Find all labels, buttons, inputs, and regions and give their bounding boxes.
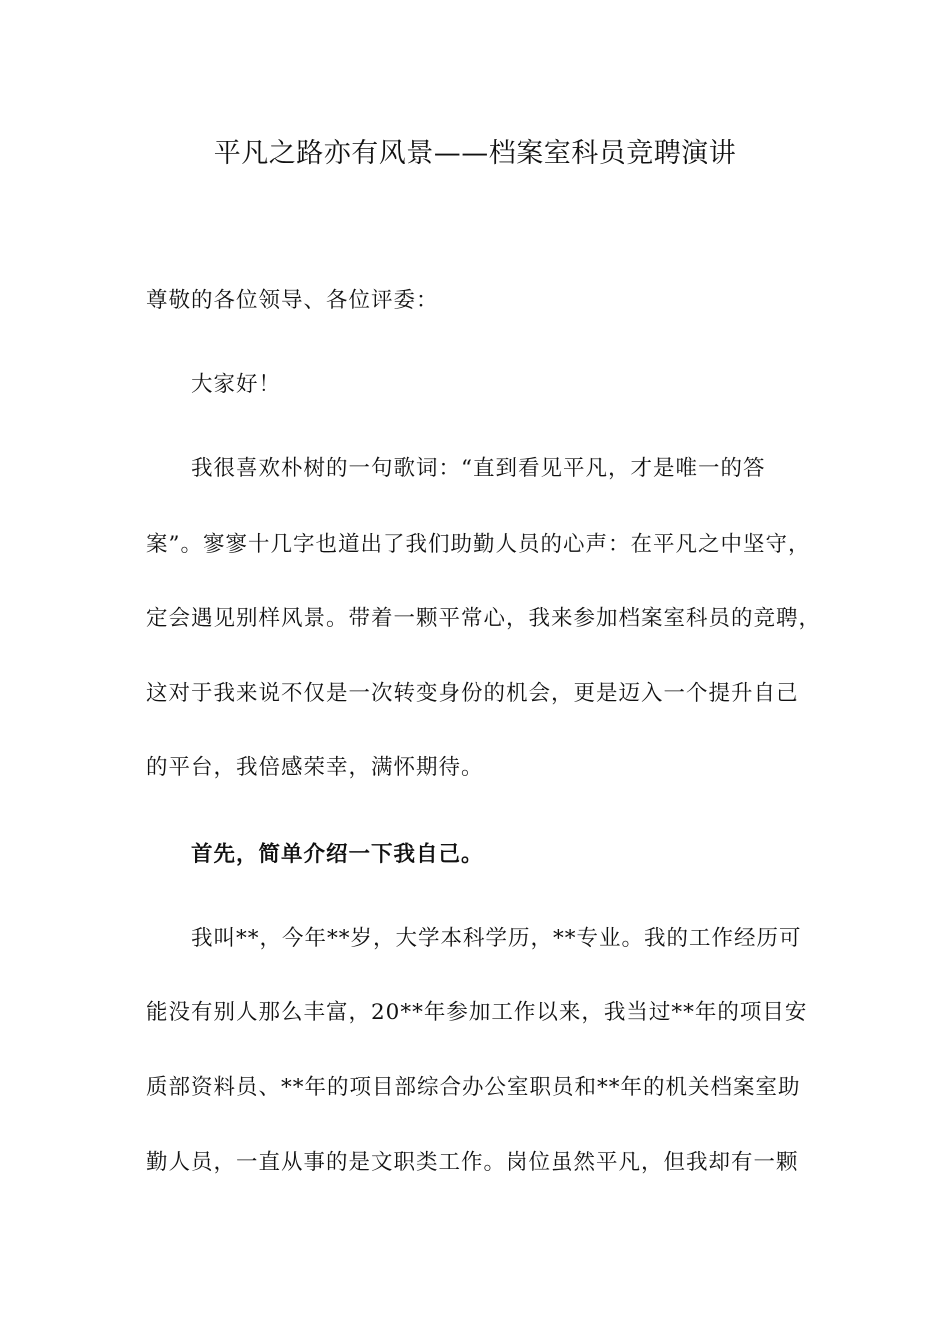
paragraph2-line-2: 能没有别人那么丰富，20**年参加工作以来，我当过**年的项目安 (146, 1000, 808, 1025)
section-heading: 首先，简单介绍一下我自己。 (191, 842, 484, 867)
paragraph2-line-4: 勤人员，一直从事的是文职类工作。岗位虽然平凡，但我却有一颗 (146, 1150, 799, 1175)
paragraph1-line-5: 的平台，我倍感荣幸，满怀期待。 (146, 755, 484, 780)
paragraph1-line-1: 我很喜欢朴树的一句歌词：“直到看见平凡，才是唯一的答 (191, 456, 766, 481)
paragraph1-line-4: 这对于我来说不仅是一次转变身份的机会，更是迈入一个提升自己 (146, 681, 799, 706)
paragraph1-line-3: 定会遇见别样风景。带着一颗平常心，我来参加档案室科员的竞聘， (146, 606, 822, 631)
paragraph2-line-3: 质部资料员、**年的项目部综合办公室职员和**年的机关档案室助 (146, 1075, 801, 1100)
greeting-line: 尊敬的各位领导、各位评委： (146, 288, 439, 313)
paragraph1-line-2: 案”。寥寥十几字也道出了我们助勤人员的心声：在平凡之中坚守， (146, 532, 811, 557)
document-title: 平凡之路亦有风景——档案室科员竞聘演讲 (213, 138, 737, 169)
paragraph2-line-1: 我叫**，今年**岁，大学本科学历，**专业。我的工作经历可 (191, 926, 802, 951)
hello-line: 大家好！ (191, 372, 282, 397)
